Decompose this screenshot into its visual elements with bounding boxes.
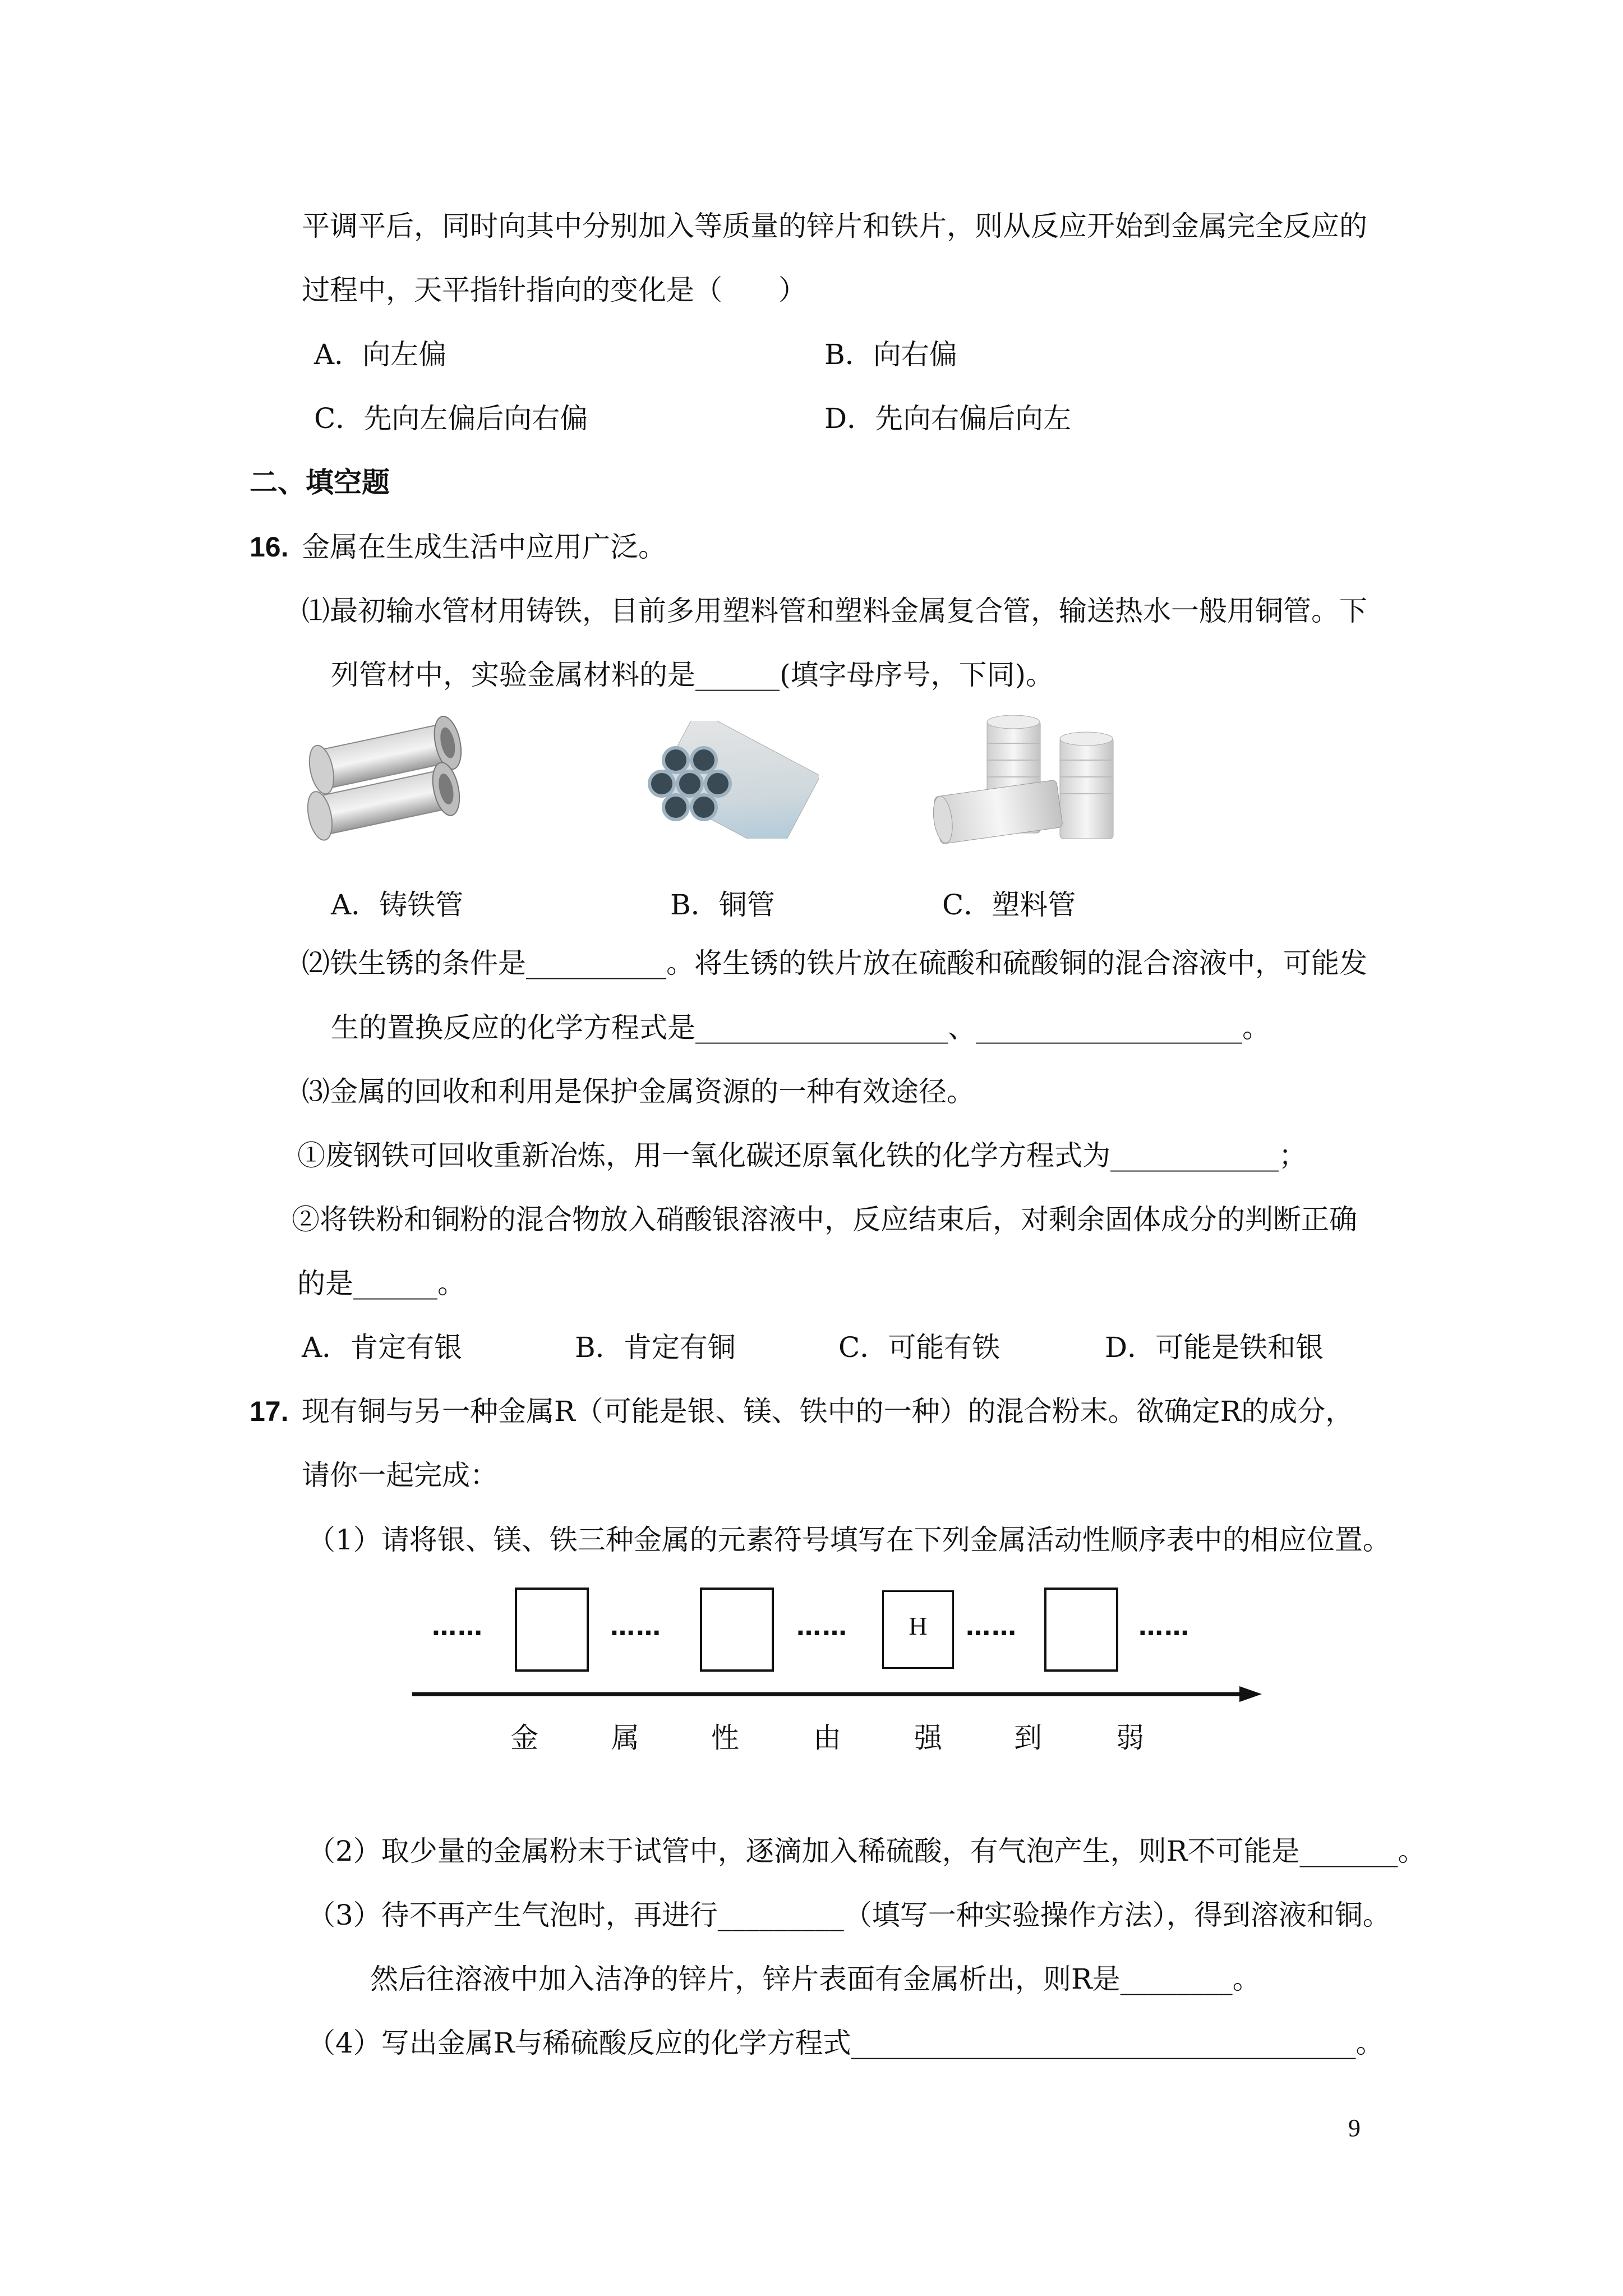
q16-sub2-line1: ②将铁粉和铜粉的混合物放入硝酸银溶液中，反应结束后，对剩余固体成分的判断正确: [292, 1203, 1357, 1236]
q17-part4: （4）写出金属R与稀硫酸反应的化学方程式____________________________________。: [307, 2027, 1384, 2059]
activity-dots-3: ……: [796, 1613, 848, 1641]
axis-char-6: 到: [1014, 1722, 1042, 1754]
q15-option-a: A．向左偏: [314, 338, 447, 371]
plastic-pipe-icon: [931, 715, 1122, 847]
q17-part3-line1: （3）待不再产生气泡时，再进行_________（填写一种实验操作方法），得到溶液和铜。: [307, 1899, 1391, 1931]
q15-line1: 平调平后，同时向其中分别加入等质量的锌片和铁片，则从反应开始到金属完全反应的: [302, 210, 1367, 242]
q17-part1: （1）请将银、镁、铁三种金属的元素符号填写在下列金属活动性顺序表中的相应位置。: [307, 1524, 1391, 1556]
q16-part2-line1: ⑵铁生锈的条件是__________。将生锈的铁片放在硫酸和硫酸铜的混合溶液中，可能发: [302, 947, 1367, 979]
axis-char-3: 性: [711, 1722, 739, 1754]
q17-line1: 现有铜与另一种金属R（可能是银、镁、铁中的一种）的混合粉末。欲确定R的成分，: [302, 1395, 1354, 1428]
activity-dots-5: ……: [1138, 1613, 1190, 1641]
q17-line2: 请你一起完成：: [302, 1459, 498, 1492]
activity-box-2: [700, 1588, 774, 1672]
section-title: 二、填空题: [250, 466, 390, 499]
q15-option-b: B．向右偏: [824, 338, 957, 371]
copper-pipe-icon: [634, 721, 819, 839]
q15-line2: 过程中，天平指针指向的变化是（ ）: [302, 274, 806, 306]
axis-char-4: 由: [813, 1722, 841, 1754]
cast-iron-pipe-icon: [303, 712, 488, 847]
q16-part3: ⑶金属的回收和利用是保护金属资源的一种有效途径。: [302, 1075, 975, 1108]
activity-box-h: [882, 1590, 954, 1669]
q16-part1-line1: ⑴最初输水管材用铸铁，目前多用塑料管和塑料金属复合管，输送热水一般用铜管。下: [302, 595, 1367, 627]
activity-dots-1: ……: [432, 1613, 483, 1641]
activity-dots-4: ……: [966, 1613, 1017, 1641]
q17-part3-line2: 然后往溶液中加入洁净的锌片，锌片表面有金属析出，则R是________。: [370, 1963, 1261, 1995]
q16-intro: 金属在生成生活中应用广泛。: [302, 531, 666, 563]
q17-number: 17.: [250, 1396, 289, 1427]
q16-part2-line2: 生的置换反应的化学方程式是__________________、___________________。: [331, 1011, 1270, 1044]
hydrogen-label: H: [909, 1612, 928, 1640]
q16-option-c: C．可能有铁: [838, 1331, 1000, 1364]
q16-option-a: A．肯定有银: [302, 1331, 463, 1364]
q16-option-b: B．肯定有铜: [575, 1331, 736, 1364]
q17-part2: （2）取少量的金属粉末于试管中，逐滴加入稀硫酸，有气泡产生，则R不可能是_______。: [307, 1835, 1426, 1867]
pipe-caption-c: C．塑料管: [942, 889, 1076, 921]
activity-box-1: [515, 1588, 589, 1672]
activity-arrow: [412, 1683, 1262, 1705]
q16-sub2-line2: 的是______。: [297, 1267, 465, 1300]
axis-char-2: 属: [611, 1722, 639, 1754]
axis-char-1: 金: [510, 1722, 538, 1754]
q15-option-c: C．先向左偏后向右偏: [314, 402, 588, 435]
pipe-caption-b: B．铜管: [670, 889, 775, 921]
q16-sub1: ①废钢铁可回收重新冶炼，用一氧化碳还原氧化铁的化学方程式为____________；: [297, 1139, 1307, 1172]
q16-part1-line2: 列管材中，实验金属材料的是______(填字母序号，下同)。: [331, 659, 1054, 691]
activity-box-3: [1044, 1588, 1118, 1672]
q16-number: 16.: [250, 531, 289, 563]
activity-dots-2: ……: [610, 1613, 662, 1641]
q15-option-d: D．先向右偏后向左: [824, 402, 1072, 435]
axis-char-5: 强: [914, 1722, 942, 1754]
q16-option-d: D．可能是铁和银: [1105, 1331, 1324, 1364]
pipe-caption-a: A．铸铁管: [331, 889, 464, 921]
axis-char-7: 弱: [1116, 1722, 1144, 1754]
page-number: 9: [1348, 2114, 1361, 2142]
